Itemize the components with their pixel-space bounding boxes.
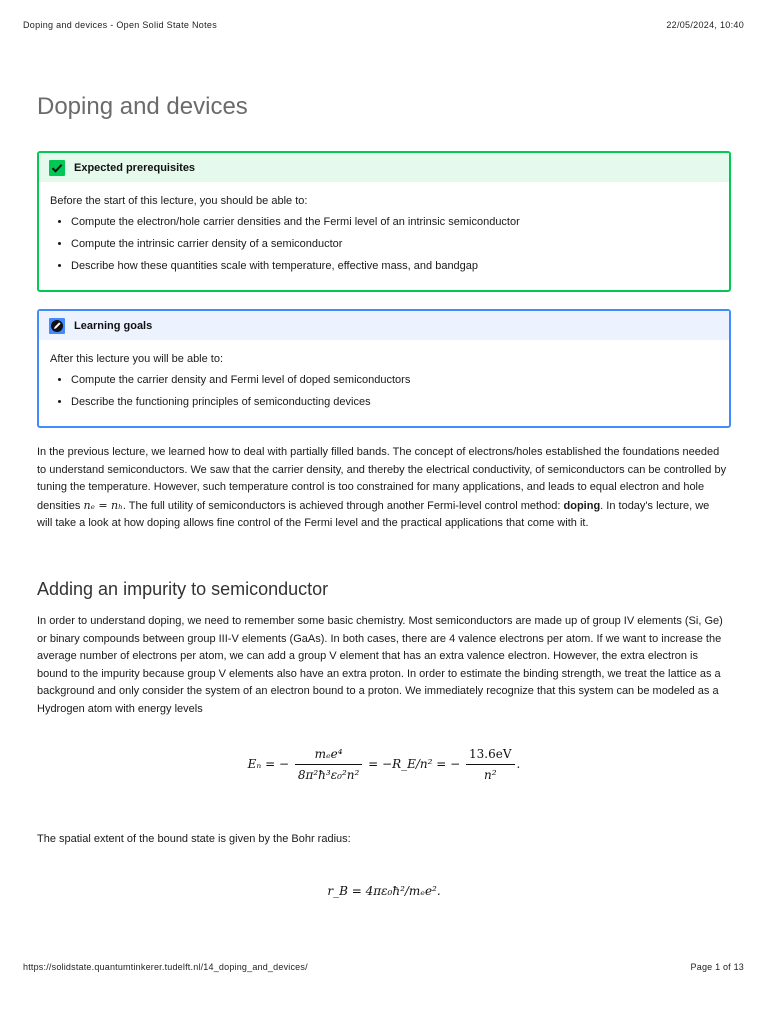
eq-fraction-value xyxy=(466,746,515,783)
learning-goals-heading: Learning goals xyxy=(74,319,153,332)
prerequisites-heading: Expected prerequisites xyxy=(74,161,196,174)
eq-frac2-numerator: 13.6eV xyxy=(466,746,515,765)
learning-goals-header xyxy=(39,311,729,340)
prerequisites-admonition xyxy=(37,151,731,292)
section-paragraph: In order to understand doping, we need to remember some basic chemistry. Most semiconductors are made up of group IV elements (Si, Ge) or binary compounds between group III-V elements (GaAs). In both cases, there are 4 valence electrons per atom. If we want to increase the average number of electrons per atom, we can add a group V element that has an extra valence electron. However, the extra electron is bound to the impurity because group V elements also have an extra proton. In order to estimate the binding strength, we treat the lattice as a background and only consider the system of an electron bound to a proton. We immediately recognize that this system can be modeled as a Hydrogen atom with energy levels xyxy=(37,615,723,715)
print-header-datetime: 22/05/2024, 10:40 xyxy=(666,20,744,30)
eq-middle: = −R_E/n² = − xyxy=(368,757,461,771)
list-item: • Compute the intrinsic carrier density of a semiconductor xyxy=(71,237,718,251)
eq-lhs: Eₙ = − xyxy=(247,757,290,771)
prerequisites-header xyxy=(39,153,729,182)
list-item: • Describe the functioning principles of semiconducting devices xyxy=(71,395,718,409)
bohr-paragraph: The spatial extent of the bound state is given by the Bohr radius: xyxy=(37,833,351,845)
energy-level-equation xyxy=(37,746,731,783)
pencil-icon xyxy=(49,318,65,334)
intro-text-a: In the previous lecture, we learned how to deal with partially filled bands. The concept of electrons/holes established the foundations needed to understand semiconductors. We saw that the carrier density, and thereby the electrical conductivity, of semiconductors can be controlled by tuning the temperature. However, such temperature control is too constrained for many applications, and leads to equal electron and hole densities xyxy=(37,446,727,512)
page-title: Doping and devices xyxy=(37,93,248,120)
intro-text-b: . The full utility of semiconductors is achieved through another Fermi-level control method: xyxy=(122,499,564,512)
prerequisites-list xyxy=(50,215,718,273)
doping-term: doping xyxy=(563,499,601,512)
eq-end: . xyxy=(516,757,521,771)
learning-goals-admonition xyxy=(37,309,731,428)
eq-fraction-rydberg xyxy=(295,746,362,783)
list-item: • Compute the electron/hole carrier densities and the Fermi level of an intrinsic semiconductor xyxy=(71,215,718,229)
print-footer-url: https://solidstate.quantumtinkerer.tudelft.nl/14_doping_and_devices/ xyxy=(23,962,308,972)
check-icon xyxy=(49,160,65,176)
prerequisites-intro: Before the start of this lecture, you should be able to: xyxy=(50,195,308,207)
bohr-radius-equation: r_B = 4πε₀ħ²/mₑe². xyxy=(327,884,441,898)
print-header-title: Doping and devices - Open Solid State Notes xyxy=(23,20,218,30)
eq-frac1-denominator: 8π²ħ³ε₀²n² xyxy=(297,768,360,782)
inline-math-densities: nₑ = nₕ xyxy=(83,498,123,512)
intro-paragraph xyxy=(37,444,727,533)
learning-goals-list xyxy=(50,373,718,409)
list-item: • Compute the carrier density and Fermi level of doped semiconductors xyxy=(71,373,718,387)
learning-goals-intro: After this lecture you will be able to: xyxy=(50,353,224,365)
print-footer-page: Page 1 of 13 xyxy=(690,962,744,972)
intro-text-c: . In today's lecture, we will take a look at how doping allows fine control of the Fermi level and the practical applications that come with it. xyxy=(37,499,710,529)
eq-frac2-denominator: n² xyxy=(484,768,497,782)
list-item: • Describe how these quantities scale with temperature, effective mass, and bandgap xyxy=(71,259,718,273)
eq-frac1-numerator: mₑe⁴ xyxy=(295,746,362,765)
article-content xyxy=(37,92,731,898)
section-heading: Adding an impurity to semiconductor xyxy=(37,579,329,599)
